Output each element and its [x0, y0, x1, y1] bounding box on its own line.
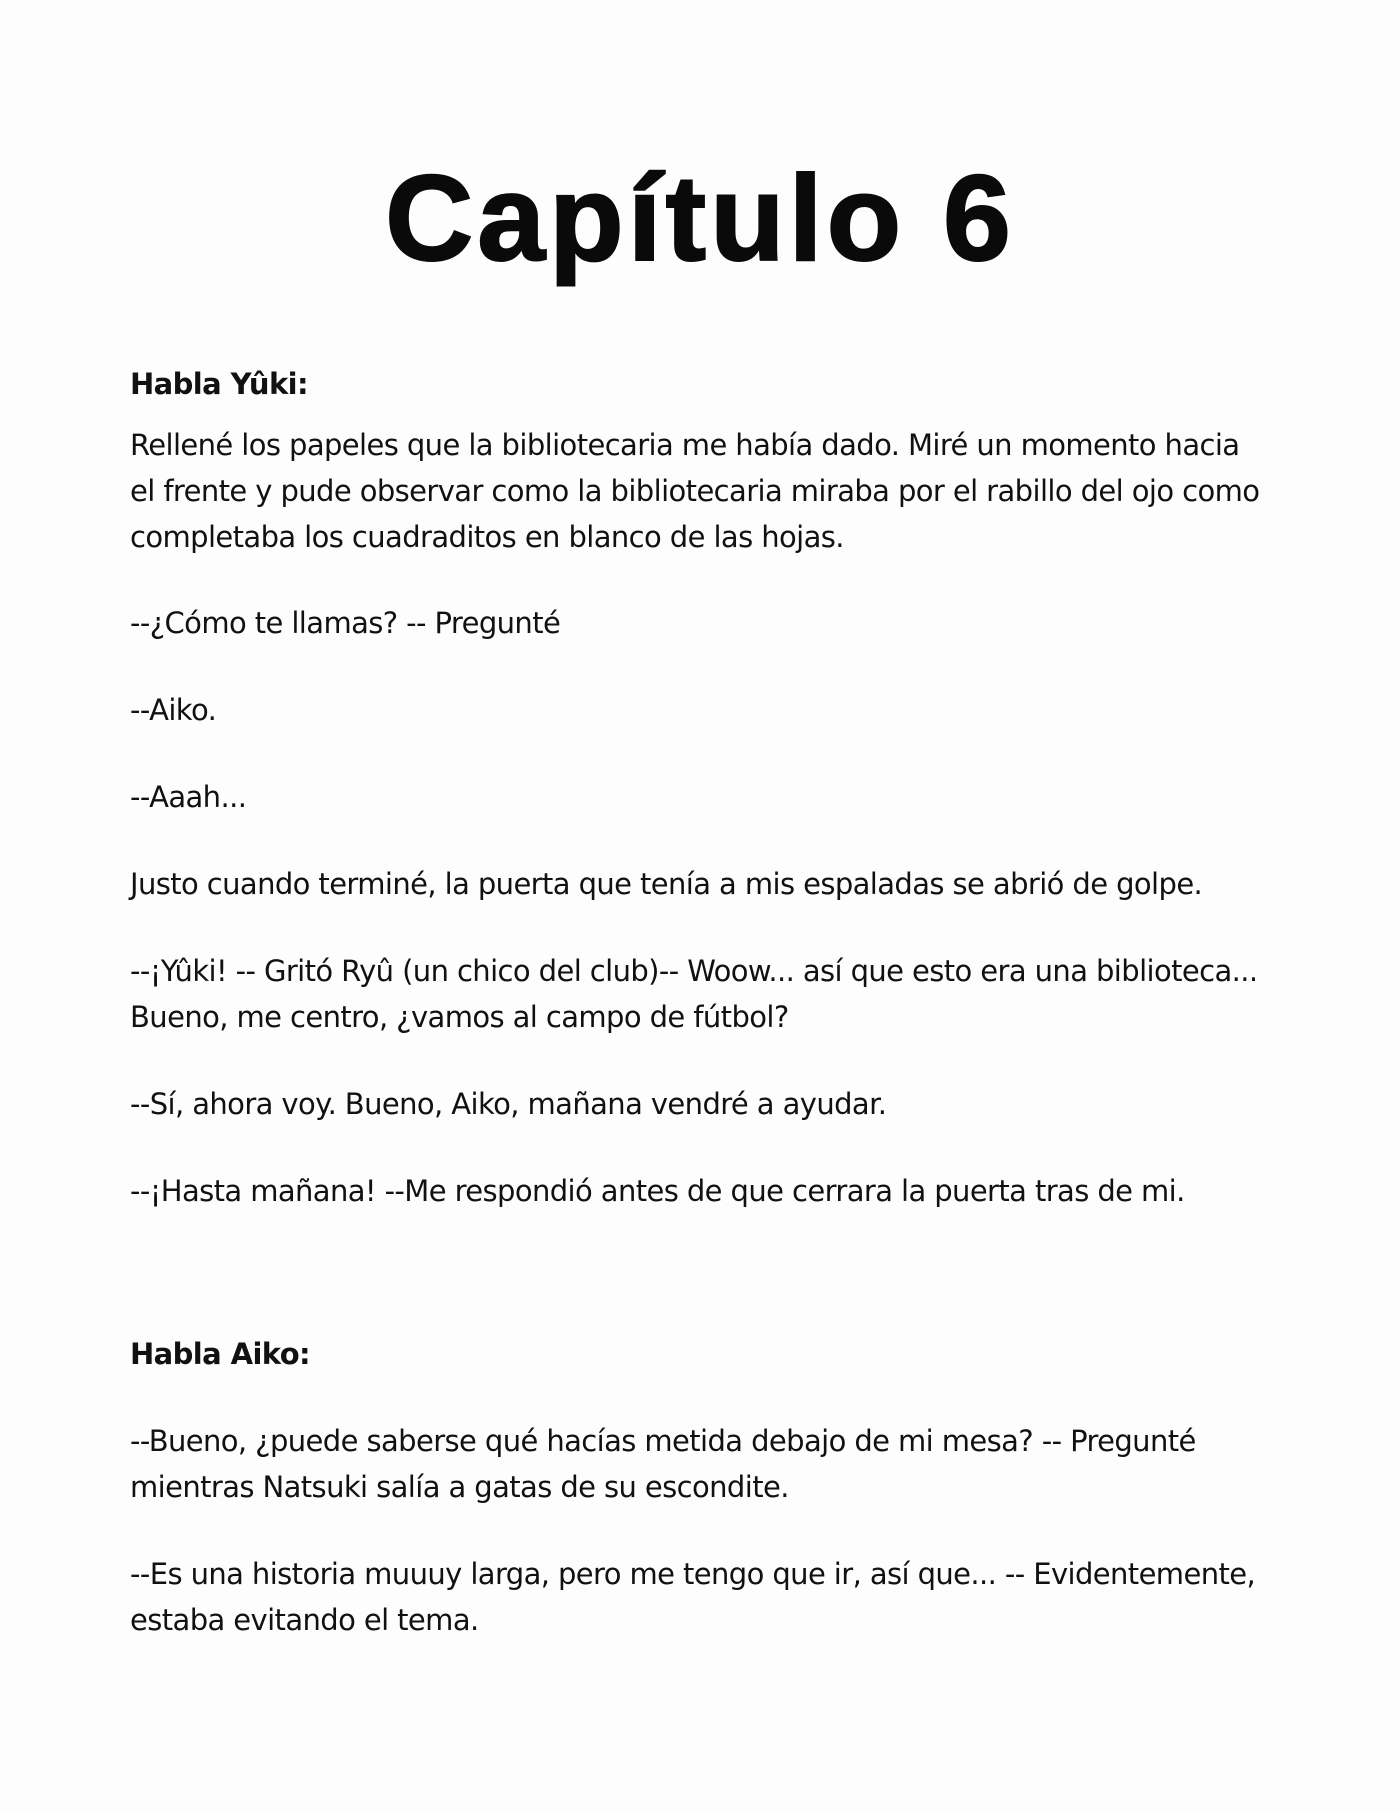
dialogue-line: --Sí, ahora voy. Bueno, Aiko, mañana vendré a ayudar.	[130, 1087, 887, 1121]
dialogue-line: --¡Yûki! -- Gritó Ryû (un chico del club)-- Woow... así que esto era una biblioteca... Bueno, me centro, ¿vamos al campo de fútbol?	[130, 954, 1258, 1034]
speaker-heading-aiko: Habla Aiko:	[130, 1337, 311, 1371]
chapter-title: Capítulo 6	[385, 150, 1015, 286]
dialogue-line: --Aaah...	[130, 780, 247, 814]
speaker-heading-yuki: Habla Yûki:	[130, 367, 308, 401]
dialogue-line: --Aiko.	[130, 693, 217, 727]
dialogue-line: --Bueno, ¿puede saberse qué hacías metida debajo de mi mesa? -- Pregunté mientras Natsuki salía a gatas de su escondite.	[130, 1424, 1196, 1504]
dialogue-line: --¿Cómo te llamas? -- Pregunté	[130, 606, 561, 640]
paragraph: Rellené los papeles que la bibliotecaria me había dado. Miré un momento hacia el frente y pude observar como la bibliotecaria miraba por el rabillo del ojo como completaba los cuadraditos en blanco de las hojas.	[130, 428, 1260, 554]
dialogue-line: --Es una historia muuuy larga, pero me tengo que ir, así que... -- Evidentemente, estaba evitando el tema.	[130, 1557, 1256, 1637]
dialogue-line: --¡Hasta mañana! --Me respondió antes de que cerrara la puerta tras de mi.	[130, 1174, 1185, 1208]
paragraph: Justo cuando terminé, la puerta que tenía a mis espaladas se abrió de golpe.	[130, 867, 1203, 901]
